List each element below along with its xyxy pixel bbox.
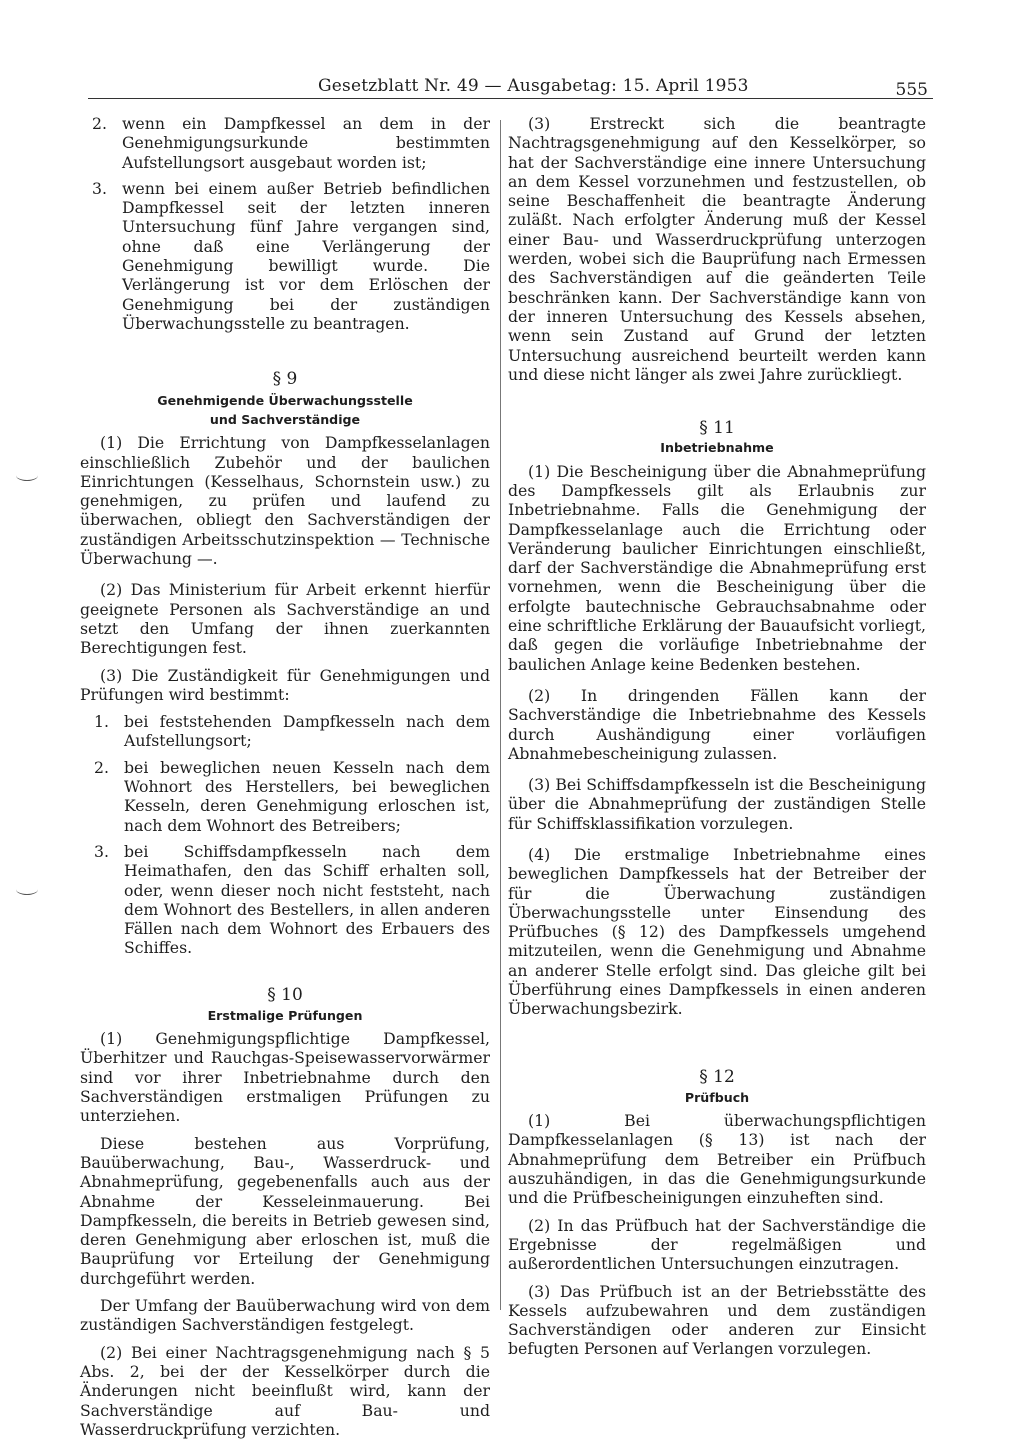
section-title-9: Genehmigende Überwachungsstelle <box>157 393 413 409</box>
section-subtitle-9: und Sachverständige <box>209 411 361 427</box>
paragraph: (3) Das Prüfbuch ist an der Betriebsstätte des Kessels aufzubewahren und dem zuständigen Sachverständigen oder anderen zur Einsicht befugten Personen auf Verlangen vorzulegen. <box>508 1281 926 1359</box>
section-title-12: Prüfbuch <box>684 1089 750 1105</box>
list-item <box>80 179 490 333</box>
paragraph: (3) Die Zuständigkeit für Genehmigungen und Prüfungen wird bestimmt: <box>80 665 490 704</box>
paragraph: (2) In das Prüfbuch hat der Sachverständige die Ergebnisse der regelmäßigen und außerordentlichen Untersuchungen einzutragen. <box>508 1215 926 1274</box>
paragraph: Diese bestehen aus Vorprüfung, Bauüberwachung, Bau-, Wasserdruck- und Abnahmeprüfung, gegebenenfalls auch aus der Abnahme der Kesseleinmauerung. Bei Dampfkesseln, die bereits in Betrieb gewesen sind, deren Genehmigung aber erloschen ist, muß die Bauprüfung vor Erteilung der Genehmigung durchgeführt werden. <box>80 1133 490 1288</box>
item-number: 3. <box>94 841 109 861</box>
item-text: bei Schiffsdampfkesseln nach dem Heimathafen, den das Schiff erhalten soll, oder, wenn dieser noch nicht feststeht, nach dem Wohnort des Bestellers, in allen anderen Fällen nach dem Wohnort des Erbauers des Schiffes. <box>124 841 490 958</box>
item-number: 1. <box>94 712 109 732</box>
item-number: 3. <box>92 178 107 198</box>
paragraph: (1) Bei überwachungspflichtigen Dampfkesselanlagen (§ 13) ist nach der Abnahmeprüfung dem Betreiber ein Prüfbuch auszuhändigen, in das die Genehmigungsurkunde und die Prüfbescheinigungen einzuheften sind. <box>508 1111 926 1208</box>
margin-mark <box>16 884 38 895</box>
section-number-12: § 12 <box>699 1066 735 1087</box>
paragraph: (2) Das Ministerium für Arbeit erkennt hierfür geeignete Personen als Sachverständige an und setzt den Umfang der ihnen zuerkannten Berechtigungen fest. <box>80 580 490 658</box>
item-text: wenn bei einem außer Betrieb befindlichen Dampfkessel seit der letzten inneren Untersuchung fünf Jahre vergangen sind, ohne daß eine Verlängerung der Genehmigung bewilligt wurde. Die Verlängerung ist vor dem Erlöschen der Genehmigung bei der zuständigen Überwachungsstelle zu beantragen. <box>122 178 490 333</box>
section-number-11: § 11 <box>699 418 735 439</box>
section-number-10: § 10 <box>267 984 303 1005</box>
paragraph: (2) Bei einer Nachtragsgenehmigung nach § 5 Abs. 2, bei der der Kesselkörper durch die Änderungen nicht beeinflußt wird, kann der Sachverständige auf Bau- und Wasserdruckprüfung verzichten. <box>80 1342 490 1439</box>
item-text: wenn ein Dampfkessel an dem in der Genehmigungsurkunde bestimmten Aufstellungsort ausgebaut worden ist; <box>122 114 490 172</box>
margin-mark <box>16 470 38 481</box>
list-item <box>80 842 490 958</box>
item-number: 2. <box>94 757 109 777</box>
section-number-9: § 9 <box>272 369 298 390</box>
page-number: 555 <box>895 80 928 100</box>
left-column <box>80 114 490 1447</box>
paragraph: (1) Die Bescheinigung über die Abnahmeprüfung des Dampfkessels gilt als Erlaubnis zur Inbetriebnahme. Falls die Genehmigung der Dampfkesselanlage auch die Errichtung oder Veränderung baulicher Einrichtungen einschließt, darf der Sachverständige die Abnahmeprüfung erst vornehmen, wenn die Bescheinigung über die erfolgte bautechnische Gebrauchsabnahme oder eine schriftliche Erklärung der Bauaufsicht vorliegt, daß gegen die vorläufige Inbetriebnahme der baulichen Anlage keine Bedenken bestehen. <box>508 461 926 674</box>
right-column <box>508 114 926 1367</box>
item-number: 2. <box>92 114 107 133</box>
header-title: Gesetzblatt Nr. 49 — Ausgabetag: 15. April 1953 <box>318 76 749 96</box>
paragraph: (2) In dringenden Fällen kann der Sachverständige die Inbetriebnahme des Kessels durch Aushändigung einer vorläufigen Abnahmebescheinigung zulassen. <box>508 685 926 763</box>
paragraph: (3) Bei Schiffsdampfkesseln ist die Bescheinigung über die Abnahmeprüfung der zuständigen Stelle für Schiffsklassifikation vorzulegen. <box>508 775 926 833</box>
column-divider <box>500 120 501 1310</box>
item-text: bei beweglichen neuen Kesseln nach dem Wohnort des Herstellers, bei beweglichen Kesseln, deren Genehmigung erloschen ist, nach dem Wohnort des Betreibers; <box>124 757 490 835</box>
paragraph: (1) Genehmigungspflichtige Dampfkessel, Überhitzer und Rauchgas-Speisewasservorwärmer sind vor ihrer Inbetriebnahme durch den Sachverständigen erstmaligen Prüfungen zu unterziehen. <box>80 1029 490 1126</box>
section-title-11: Inbetriebnahme <box>660 440 774 456</box>
item-text: bei feststehenden Dampfkesseln nach dem Aufstellungsort; <box>124 712 490 751</box>
paragraph: (1) Die Errichtung von Dampfkesselanlagen einschließlich Zubehör und der baulichen Einrichtungen (Kesselhaus, Schornstein usw.) zu genehmigen, zu prüfen und laufend zu überwachen, obliegt den Sachverständigen der zuständigen Arbeitsschutzinspektion — Technische Überwachung —. <box>80 433 490 569</box>
paragraph: (3) Erstreckt sich die beantragte Nachtragsgenehmigung auf den Kesselkörper, so hat der Sachverständige eine innere Untersuchung an dem Kessel vorzunehmen und festzustellen, ob seine Beschaffenheit die beantragte Änderung zuläßt. Nach erfolgter Änderung muß der Kessel einer Bau- und Wasserdruckprüfung unterzogen werden, wobei sich die Bauprüfung nach Ermessen des Sachverständigen auf die geänderten Teile beschränken kann. Der Sachverständige kann von der inneren Untersuchung des Kessels absehen, wenn sein Zustand auf Grund der letzten Untersuchung ausreichend beurteilt werden kann und diese nicht länger als zwei Jahre zurückliegt. <box>508 114 926 384</box>
list-item <box>80 114 490 172</box>
section-title-10: Erstmalige Prüfungen <box>207 1007 363 1023</box>
header-rule <box>88 98 933 99</box>
paragraph: Der Umfang der Bauüberwachung wird von dem zuständigen Sachverständigen festgelegt. <box>80 1296 490 1335</box>
list-item <box>80 712 490 751</box>
paragraph: (4) Die erstmalige Inbetriebnahme eines beweglichen Dampfkessels hat der Betreiber der für die Überwachung zuständigen Überwachungsstelle unter Einsendung des Prüfbuches (§ 12) des Dampfkessels umgehend mitzuteilen, wenn die Genehmigung und Abnahme an anderer Stelle erfolgt sind. Das gleiche gilt bei Überführung eines Dampfkessels in einen anderen Überwachungsbezirk. <box>508 845 926 1019</box>
list-item <box>80 758 490 835</box>
